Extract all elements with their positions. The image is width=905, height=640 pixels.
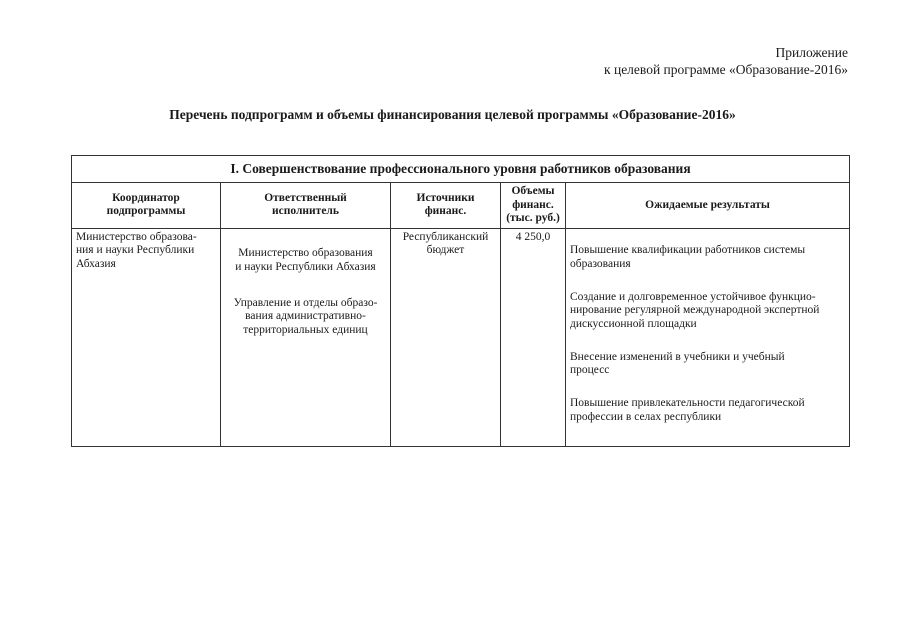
appendix-note bbox=[604, 44, 848, 78]
cell-amount: 4 250,0 bbox=[501, 228, 566, 446]
cell-results bbox=[566, 228, 850, 446]
appendix-reference: к целевой программе «Образование-2016» bbox=[604, 62, 848, 77]
cell-executors bbox=[221, 228, 391, 446]
executor-item: Министерство образования и науки Республики Абхазия bbox=[235, 247, 376, 273]
result-item: Внесение изменений в учебники и учебный процесс bbox=[570, 350, 785, 376]
header-coordinator: Координатор подпрограммы bbox=[72, 183, 221, 229]
cell-source: Республиканский бюджет bbox=[391, 228, 501, 446]
header-amount: Объемы финанс. (тыс. руб.) bbox=[501, 183, 566, 229]
result-item: Повышение квалификации работников системы образования bbox=[570, 244, 806, 270]
result-item: Повышение привлекательности педагогической профессии в селах республики bbox=[570, 397, 805, 423]
header-executor: Ответственный исполнитель bbox=[221, 183, 391, 229]
appendix-label: Приложение bbox=[775, 45, 848, 60]
subprogram-table bbox=[71, 155, 850, 447]
section-heading: I. Совершенствование профессионального уровня работников образования bbox=[72, 156, 850, 183]
header-results: Ожидаемые результаты bbox=[566, 183, 850, 229]
document-title: Перечень подпрограмм и объемы финансирования целевой программы «Образование-2016» bbox=[169, 107, 736, 122]
result-item: Создание и долговременное устойчивое функцио- нирование регулярной международной экспертной дискуссионной площадки bbox=[570, 290, 820, 330]
table-row bbox=[72, 228, 850, 446]
cell-coordinator: Министерство образова- ния и науки Республики Абхазия bbox=[72, 228, 221, 446]
header-source: Источники финанс. bbox=[391, 183, 501, 229]
executor-item: Управление и отделы образо- вания административно- территориальных единиц bbox=[233, 296, 378, 336]
